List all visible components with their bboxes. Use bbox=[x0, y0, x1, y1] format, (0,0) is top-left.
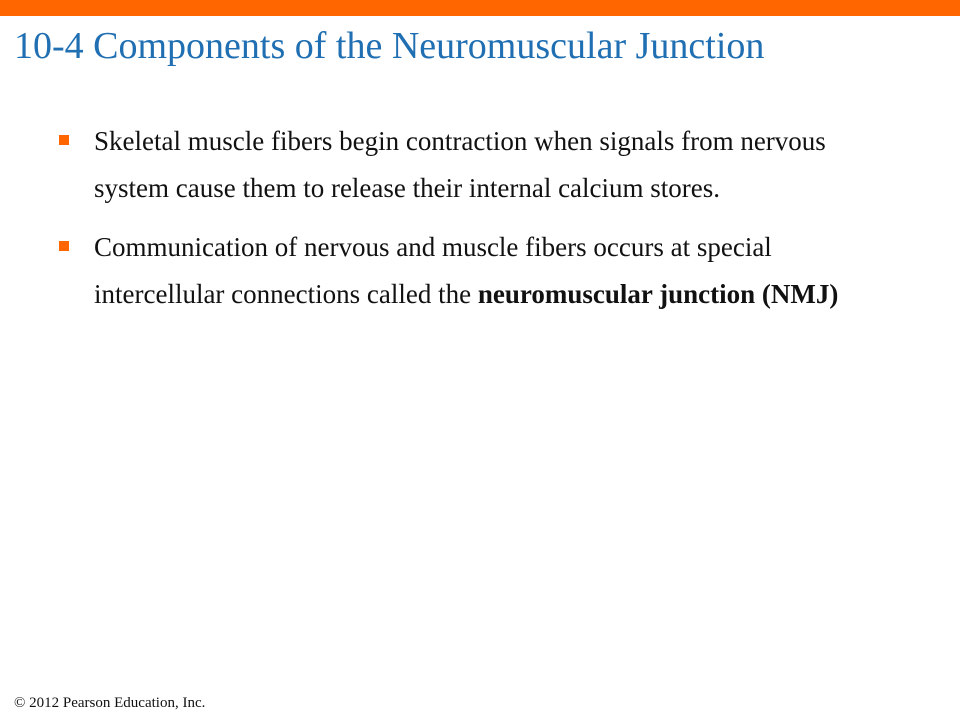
bullet-item bbox=[94, 118, 904, 212]
square-bullet-icon bbox=[59, 241, 69, 251]
copyright-footer: © 2012 Pearson Education, Inc. bbox=[14, 695, 206, 711]
slide-title: 10-4 Components of the Neuromuscular Junction bbox=[14, 25, 765, 67]
top-accent-bar bbox=[0, 0, 960, 16]
bullet-list bbox=[0, 118, 960, 330]
bullet-text: Skeletal muscle fibers begin contraction when signals from nervous system cause them to release their internal calcium stores. bbox=[94, 126, 826, 203]
square-bullet-icon bbox=[59, 135, 69, 145]
bullet-item bbox=[94, 224, 904, 318]
bullet-text: Communication of nervous and muscle fibers occurs at special intercellular connections called the bbox=[94, 232, 772, 309]
bullet-bold-term: neuromuscular junction (NMJ) bbox=[477, 279, 839, 309]
